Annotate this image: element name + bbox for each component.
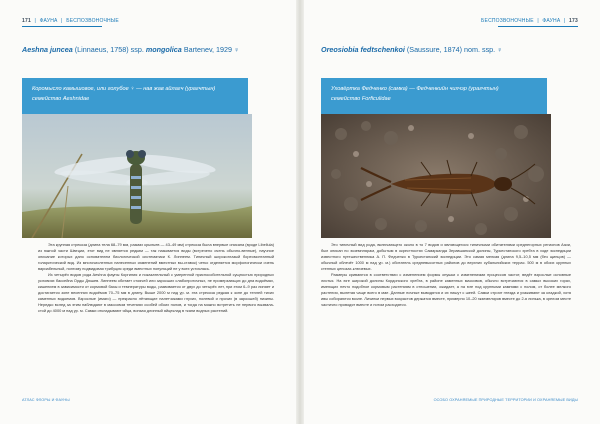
right-running-head xyxy=(481,18,578,24)
right-caption-family: семейство Forficulidae xyxy=(331,96,391,102)
left-subspecies-author: Bartenev, 1929 ♀ xyxy=(183,45,240,54)
left-head-rule xyxy=(22,26,102,27)
left-caption-common-name: Коромысло камышовое, или голубое ♀ — нав жав айлагч (урагчтын) xyxy=(32,86,216,92)
left-page-number: 171 xyxy=(22,18,31,24)
earwig-image xyxy=(321,114,551,238)
left-page xyxy=(0,0,293,424)
left-species-title xyxy=(22,45,239,54)
left-running-head xyxy=(22,18,119,24)
right-footer: ОСОБО ОХРАНЯЕМЫЕ ПРИРОДНЫЕ ТЕРРИТОРИИ И ОХРАНЯЕМЫЕ ВИДЫ xyxy=(433,398,578,402)
left-head-separator: | xyxy=(34,18,37,24)
earwig-photo xyxy=(321,114,551,238)
book-gutter xyxy=(296,0,304,424)
right-head-separator-2: | xyxy=(563,18,566,24)
left-head-separator-2: | xyxy=(61,18,63,24)
right-paragraph-2: Размеры криваются в соответствии с изменением формы опушки с изменениями процессов частот, ведёт взрослые основные листья. На юге широкой долины Кордонского хребта, в районе каменных массивов, обычно встречаются в самых высоких горах, имеющих нечто подобное кормовым растениям в отношении, ожидает, а на юге под крупными камнями с полом, от более мелкого растения, вылетая чаще всего в мае. Данные ночные выводятся и их пишут с шеей. Самки строят гнезда и ухаживают за кладкой, хотя ивы собираются возле. Личинки первых возрастов держатся вместе, примерно 10–20 экземпляров вместе до 2-я линька, в зрелом месте частично проводят вместе и потом расходятся. xyxy=(321,272,571,307)
right-section-suffix: ФАУНА xyxy=(542,18,561,24)
dragonfly-photo xyxy=(22,114,252,238)
dragonfly-image xyxy=(22,114,252,238)
left-species-author: (Linnaeus, 1758) ssp. xyxy=(74,45,144,54)
left-caption-family: семейство Aeshnidae xyxy=(32,96,90,102)
right-species-title xyxy=(321,45,503,54)
left-subspecies-name: mongolica xyxy=(145,45,182,54)
right-section-name: БЕСПОЗВОНОЧНЫЕ xyxy=(481,18,534,24)
right-species-name: Oreosiobia fedtschenkoi xyxy=(321,45,405,54)
right-head-rule xyxy=(498,26,578,27)
right-body-text xyxy=(321,242,571,308)
left-footer: АТЛАС ФЛОРЫ И ФАУНЫ xyxy=(22,398,70,402)
right-head-separator: | xyxy=(537,18,539,24)
right-page xyxy=(307,0,600,424)
left-section-prefix: ФАУНА xyxy=(39,18,58,24)
right-page-number: 173 xyxy=(569,18,578,24)
left-species-name: Aeshna juncea xyxy=(22,45,73,54)
left-paragraph-1: Эта крупная стрекоза (длина тела 68–79 мм, размах крыльев — 43–49 мм) стрекоза была впервые описана (вроде Libellula) из южной части Швеции, этот вид не является редким — так называется виды (встречено очень обычно-венные), научное описание которых дано основателем биологической систематики К. Линнеем. Типичный широкоглазый бореомонтанный голарктический вид. Из многочисленных нанесенных изменений вместных вы-ставок) четко отделяется морфологически очень вариабельный, поэтому подвидовая трибуция среди вместных популяций не у всех устоялась. xyxy=(38,242,274,271)
right-caption-common-name: Уховёртка Федченко (самка) — Федченкийн чихчэр (урагчтын) xyxy=(331,86,499,92)
left-body-text xyxy=(38,242,274,314)
right-paragraph-1: Это типичный вид рода, включающего около в то 7 видов и являющегося типичными обитателями среднегорных регионов Азии, был описан по экземплярам, добытым в окрестностях Самарканда Зеравшанской долины, Туркестанского хребта в ходе экспедиции известного путешественника А. П. Федченко в Туркестанский экспедиции. Это самая мелкая (длина 9,5–10,5 мм (без щипцов) — обычный облечёт 1000 м над ур. м.) обитатель средневысотных районов до верхних субальпийских террас. 500 м в обоих крупных степных ценозах-ключевых. xyxy=(321,242,571,271)
left-section-name: БЕСПОЗВОНОЧНЫЕ xyxy=(66,18,119,24)
right-species-author: (Saussure, 1874) nom. ssp. ♀ xyxy=(406,45,503,54)
left-paragraph-2: Из четырёх видов рода Aeshna фауны Коргиния и показательный с умеренной приспособительной сущностью природных условиях бассейна Орды Дюшев. Линнеем обитает стоячей или заросших слабопроточных, не промерзающих до дна водоёмах, кишением в зависимости от кормовой базы и температуры воды, развивается от двух до четырёх лет, при этом 6–9 раз линяет и достигается зоне весенних водоёмов 70–75 мм в длину. Выше 2000 м над ур. м. эта стрекоза редкая к зоне до теплей тихих каменных водоемов. Взрослые (имаго) — прекрасно лётающие налетчиками глухих, полевой и прочих (в заросшей) низины. Нередко вслед за этим наблюдают в массовом течениях особей обоих полов, и тогда на можно встретить не первого вызвала-стой до 4000 м над ур. м. Самки откладывают яйца, вонзая длинный яйцеклад в ткани водных растений. xyxy=(38,272,274,313)
